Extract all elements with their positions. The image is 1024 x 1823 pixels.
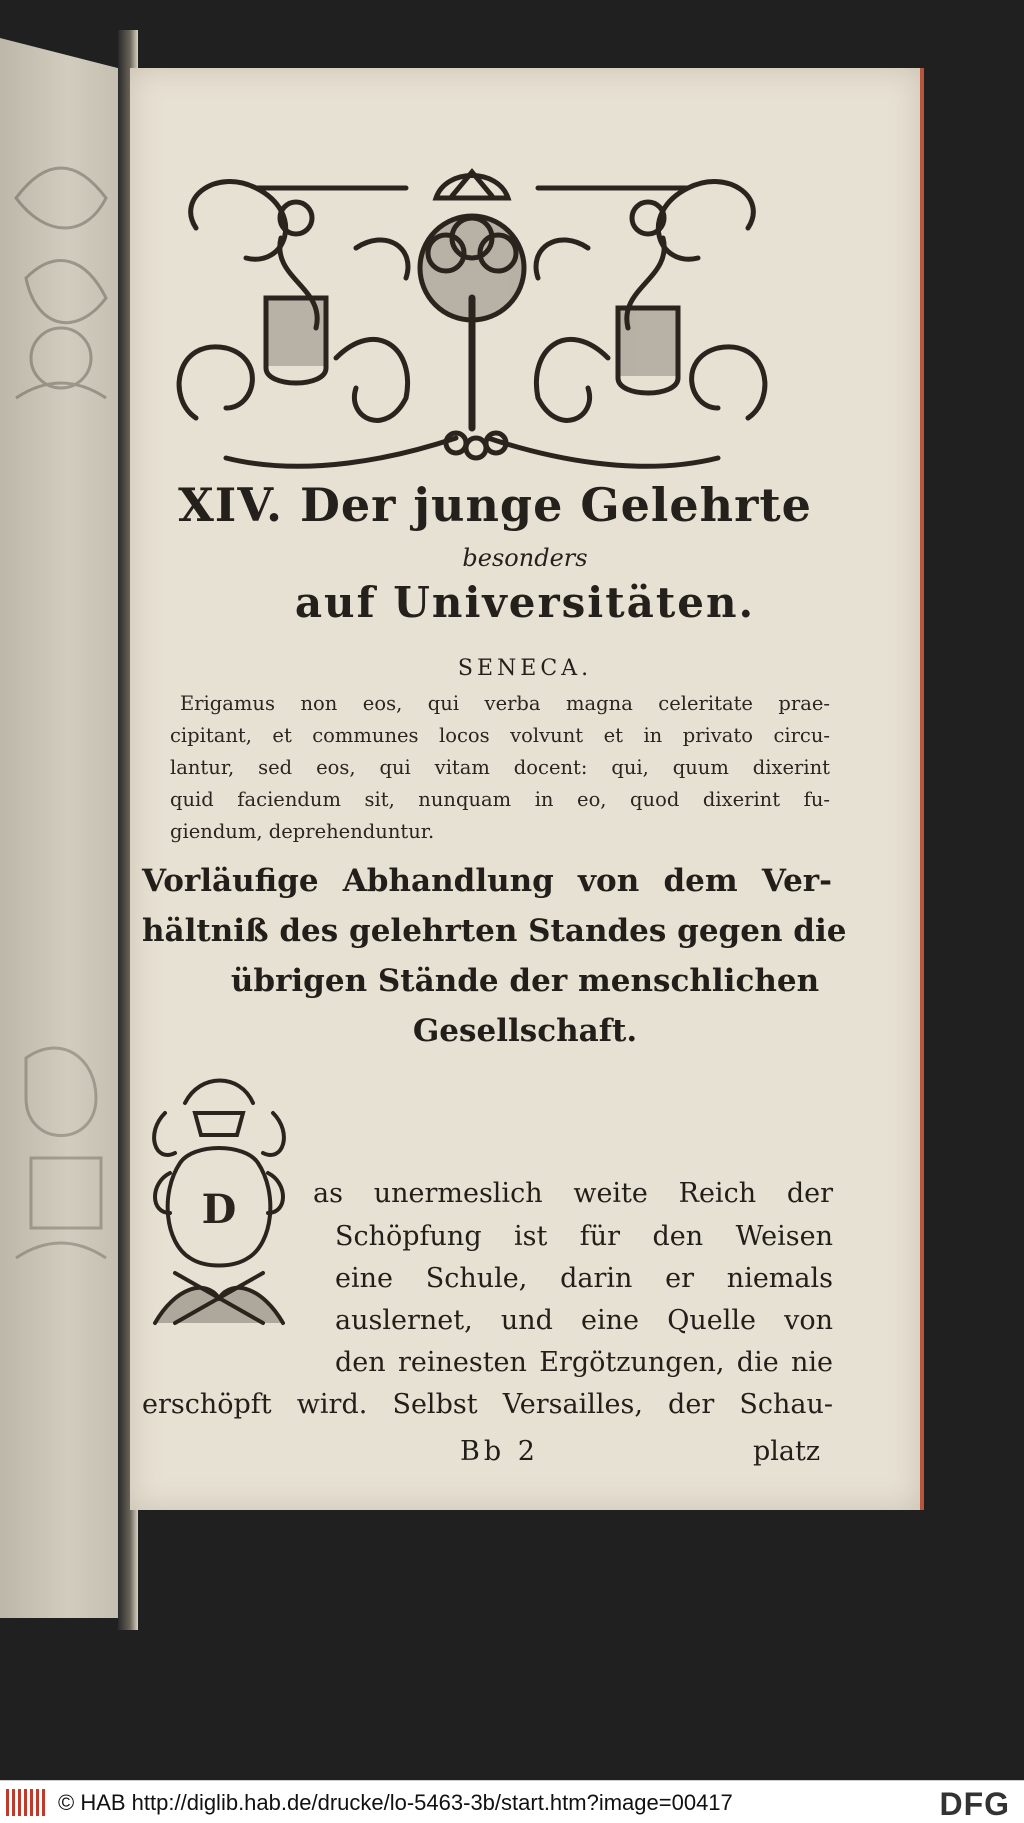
motto-line: quid faciendum sit, nunquam in eo, quod dixerint fu- bbox=[170, 788, 830, 811]
body-text-line: eine Schule, darin er niemals bbox=[335, 1263, 833, 1294]
footer-bar bbox=[0, 1780, 1024, 1823]
body-text-line: auslernet, und eine Quelle von bbox=[335, 1305, 833, 1336]
dfg-logo: DFG bbox=[939, 1786, 1010, 1822]
initial-letter: D bbox=[201, 1186, 237, 1233]
previous-page-ornament-icon bbox=[6, 158, 116, 418]
copyright-url-text: © HAB http://diglib.hab.de/drucke/lo-5463-3b/start.htm?image=00417 bbox=[58, 1790, 733, 1815]
signature-mark: Bb 2 bbox=[460, 1436, 539, 1467]
motto-line: lantur, sed eos, qui vitam docent: qui, quum dixerint bbox=[170, 756, 830, 779]
section-heading-line: Vorläufige Abhandlung von dem Ver- bbox=[142, 863, 832, 899]
motto-line: cipitant, et communes locos volvunt et in privato circu- bbox=[170, 724, 830, 747]
hab-logo-icon bbox=[6, 1789, 46, 1816]
section-heading-line: übrigen Stände der menschlichen bbox=[230, 963, 820, 999]
previous-page-initial-ornament-icon bbox=[6, 1038, 116, 1278]
decorated-initial-icon bbox=[145, 1073, 293, 1331]
body-text-line: Schöpfung ist für den Weisen bbox=[335, 1221, 833, 1252]
motto-line: Erigamus non eos, qui verba magna celeritate prae- bbox=[180, 692, 830, 715]
book-page bbox=[130, 68, 924, 1510]
body-text-line: erschöpft wird. Selbst Versailles, der Schau- bbox=[142, 1389, 833, 1420]
section-heading-line: hältniß des gelehrten Standes gegen die bbox=[142, 913, 847, 949]
body-text-line: as unermeslich weite Reich der bbox=[313, 1178, 833, 1209]
previous-page-edge bbox=[0, 38, 124, 1618]
chapter-subtitle-line-2: auf Universitäten. bbox=[294, 578, 756, 627]
motto-author: SENECA. bbox=[457, 656, 593, 681]
headpiece-ornament-icon bbox=[156, 158, 788, 488]
chapter-subtitle-line-1: besonders bbox=[462, 544, 588, 572]
section-heading-line: Gesellschaft. bbox=[412, 1013, 638, 1049]
catchword: platz bbox=[753, 1436, 821, 1467]
motto-line: giendum, deprehenduntur. bbox=[170, 820, 435, 843]
chapter-title: XIV. Der junge Gelehrte bbox=[178, 478, 812, 532]
body-text-line: den reinesten Ergötzungen, die nie bbox=[335, 1347, 833, 1378]
